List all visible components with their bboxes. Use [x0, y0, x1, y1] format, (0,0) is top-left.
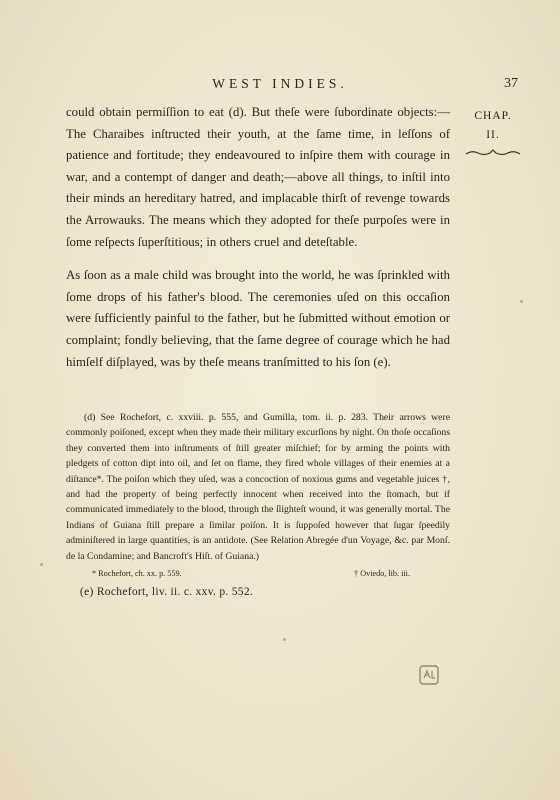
paragraph-1: could obtain permiſſion to eat (d). But theſe were ſubordinate objects:—The Charaibes inſtructed their youth, at the ſame time, in leſſons of patience and fortitude; they endeavoured to inſpire them with courage in war, and a contempt of danger and death;—above all things, to inſtil into their minds an hereditary hatred, and implacable thirſt of revenge towards the Arrowauks. The means which they adopted for theſe purpoſes were in ſome reſpects ſuperſtitious; in others cruel and deteſtable.	[66, 105, 450, 249]
footnote-references	[66, 564, 450, 581]
chapter-margin-note	[453, 107, 533, 157]
page-number: 37	[504, 76, 518, 91]
paper-speck	[520, 300, 523, 303]
paper-speck	[283, 638, 286, 641]
chapter-label: CHAP.	[474, 110, 512, 122]
paper-speck	[40, 563, 43, 566]
footnote-d: (d) See Rochefort, c. xxviii. p. 555, and Gumilla, tom. ii. p. 283. Their arrows were commonly poiſoned, except when they made their military excurſions by night. On thoſe occaſions they converted them into inſtruments of ſtill greater miſchief; for by arming the points with pledgets of cotton dipt into oil, and ſet on flame, they fired whole villages of their enemies at a diſtance*. The poiſon which they uſed, was a concoction of noxious gums and vegetable juices †, and had the property of being perfectly innocent when received into the ſtomach, but if communicated immediately to the blood, through the ſlighteſt wound, it was generally mortal. The Indians of Guiana ſtill prepare a ſimilar poiſon. It is ſuppoſed however that ſugar ſpeedily adminiſtered in large quantities, is an antidote. (See Relation Abregée d'un Voyage, &c. par Monſ. de la Condamine; and Bancroft's Hiſt. of Guiana.)	[66, 412, 450, 562]
footnotes	[66, 410, 450, 601]
library-stamp-icon	[418, 664, 440, 686]
chapter-number: II.	[486, 129, 500, 141]
footnote-ref-rochefort: * Rochefort, ch. xx. p. 559.	[92, 569, 182, 579]
footnote-ref-oviedo: † Oviedo, lib. iii.	[354, 569, 410, 579]
running-head: WEST INDIES.	[212, 76, 348, 91]
main-text	[66, 102, 450, 373]
ornament-flourish-icon	[464, 149, 522, 157]
footnote-e: (e) Rochefort, liv. ii. c. xxv. p. 552.	[80, 586, 254, 599]
paragraph-2: As ſoon as a male child was brought into the world, he was ſprinkled with ſome drops of his father's blood. The ceremonies uſed on this occaſion were ſufficiently painful to the father, but he ſubmitted without emotion or complaint; fondly believing, that the ſame degree of courage which he had himſelf diſplayed, was by theſe means tranſmitted to his ſon (e).	[66, 268, 450, 369]
